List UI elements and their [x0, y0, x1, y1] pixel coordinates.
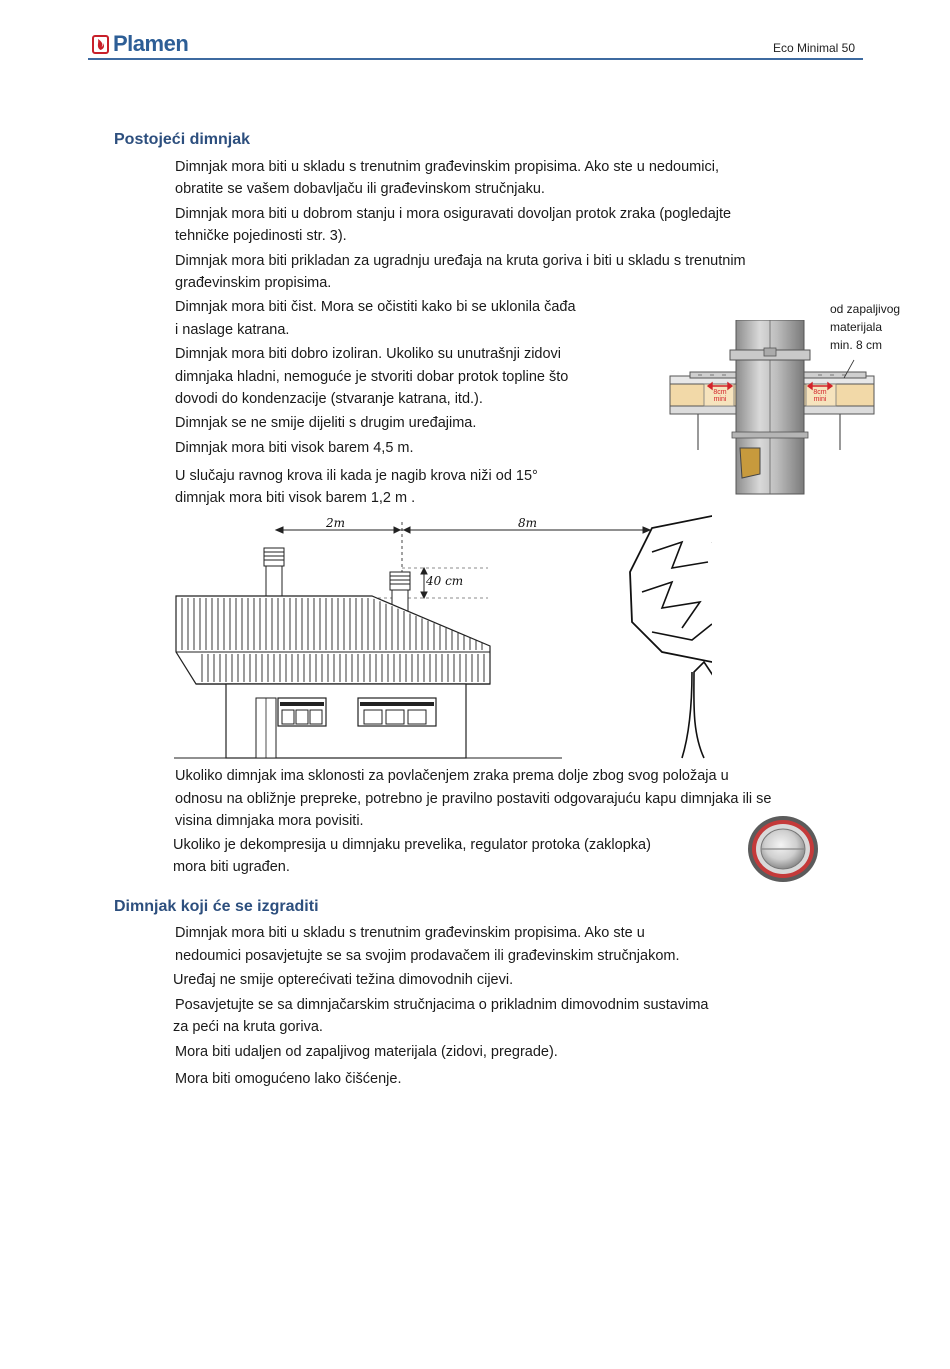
paragraph-line: Dimnjak se ne smije dijeliti s drugim uređajima.	[175, 415, 477, 431]
paragraph-line: Mora biti omogućeno lako čišćenje.	[175, 1071, 402, 1087]
flame-logo-icon	[92, 33, 109, 55]
page-header	[88, 28, 863, 62]
chimney-height-illustration	[172, 512, 712, 762]
section-heading-existing-chimney: Postojeći dimnjak	[114, 131, 251, 148]
paragraph-line: Uređaj ne smije opterećivati težina dimovodnih cijevi.	[173, 972, 514, 988]
paragraph-line: i naslage katrana.	[175, 322, 290, 338]
paragraph-line: Dimnjak mora biti u dobrom stanju i mora osiguravati dovoljan protok zraka (pogledajte	[175, 206, 732, 222]
paragraph-line: obratite se vašem dobavljaču ili građevinskom stručnjaku.	[175, 181, 545, 197]
clearance-label-left-sub: mini	[713, 396, 727, 403]
pipe-clearance-illustration	[668, 320, 878, 498]
paragraph-line: Dimnjak mora biti visok barem 4,5 m.	[175, 440, 414, 456]
flow-regulator-image	[746, 814, 820, 884]
distance-label-8m: 8m	[518, 516, 538, 530]
clearance-label-right: 8cm	[813, 389, 827, 396]
height-label-40cm: 40 cm	[426, 574, 464, 588]
paragraph-line: za peći na kruta goriva.	[173, 1019, 323, 1035]
document-title: Eco Minimal 50	[772, 41, 855, 55]
paragraph-line: Posavjetujte se sa dimnjačarskim stručnjacima o prikladnim dimovodnim sustavima	[175, 997, 709, 1013]
paragraph-line: tehničke pojedinosti str. 3).	[175, 228, 347, 244]
paragraph-line: dimnjak mora biti visok barem 1,2 m .	[175, 490, 416, 506]
paragraph-line: U slučaju ravnog krova ili kada je nagib krova niži od 15°	[175, 468, 538, 484]
paragraph-line: Ukoliko je dekompresija u dimnjaku prevelika, regulator protoka (zaklopka)	[173, 837, 651, 853]
clearance-label-right-sub: mini	[813, 396, 827, 403]
paragraph-line: građevinskim propisima.	[175, 275, 332, 291]
note-line: min. 8 cm	[830, 338, 883, 352]
section-heading-new-chimney: Dimnjak koji će se izgraditi	[114, 898, 319, 915]
paragraph-line: Dimnjak mora biti dobro izoliran. Ukoliko su unutrašnji zidovi	[175, 346, 562, 362]
paragraph-line: Dimnjak mora biti u skladu s trenutnim građevinskim propisima. Ako ste u nedoumici,	[175, 159, 719, 175]
header-divider	[88, 58, 863, 60]
paragraph-line: visina dimnjaka mora povisiti.	[175, 813, 364, 829]
paragraph-line: mora biti ugrađen.	[173, 859, 290, 875]
paragraph-line: nedoumici posavjetujte se sa svojim prodavačem ili građevinskim stručnjakom.	[175, 948, 680, 964]
brand-name: Plamen	[113, 31, 189, 56]
brand-logo	[92, 33, 188, 55]
paragraph-line: Dimnjak mora biti u skladu s trenutnim građevinskim propisima. Ako ste u	[175, 925, 645, 941]
distance-label-2m: 2m	[326, 516, 346, 530]
note-line: od zapaljivog	[830, 302, 901, 316]
paragraph-line: Dimnjak mora biti čist. Mora se očistiti kako bi se uklonila čađa	[175, 299, 576, 315]
paragraph-line: Mora biti udaljen od zapaljivog materijala (zidovi, pregrade).	[175, 1044, 558, 1060]
paragraph-line: odnosu na obližnje prepreke, potrebno je pravilno postaviti odgovarajuću kapu dimnjaka ili se	[175, 791, 772, 807]
paragraph-line: dimnjaka hladni, nemoguće je stvoriti dobar protok topline što	[175, 369, 569, 385]
note-line: materijala	[830, 320, 883, 334]
paragraph-line: Ukoliko dimnjak ima sklonosti za povlačenjem zraka prema dolje zbog svog položaja u	[175, 768, 729, 784]
paragraph-line: dovodi do kondenzacije (stvaranje katrana, itd.).	[175, 391, 483, 407]
clearance-label-left: 8cm	[713, 389, 727, 396]
paragraph-line: Dimnjak mora biti prikladan za ugradnju uređaja na kruta goriva i biti u skladu s trenutnim	[175, 253, 746, 269]
